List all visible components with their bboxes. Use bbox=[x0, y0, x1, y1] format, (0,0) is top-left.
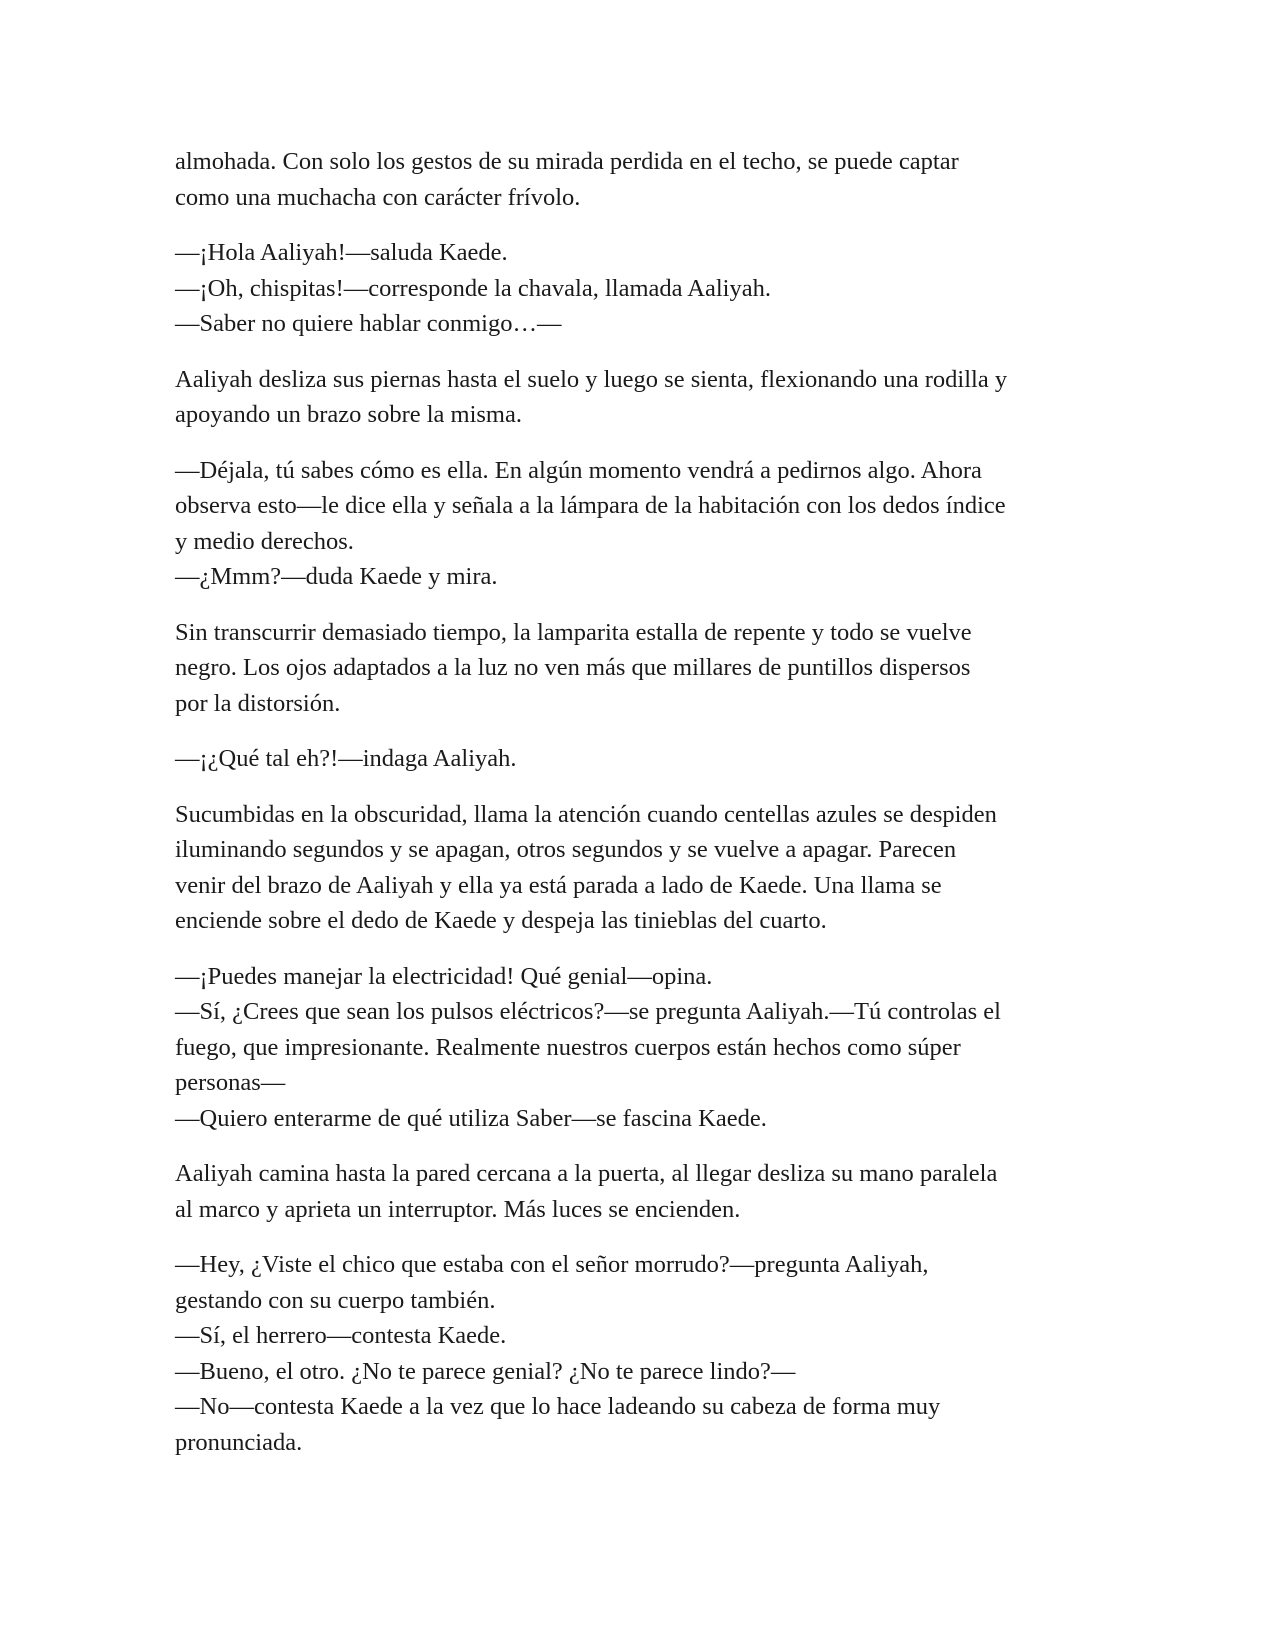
dialogue-line: —Sí, el herrero—contesta Kaede. bbox=[175, 1322, 507, 1349]
text-line: almohada. Con solo los gestos de su mirada perdida en el techo, se puede captar bbox=[175, 148, 959, 175]
text-line: al marco y aprieta un interruptor. Más luces se encienden. bbox=[175, 1195, 741, 1223]
dialogue-line: gestando con su cuerpo también. bbox=[175, 1286, 496, 1314]
dialogue-line: —Déjala, tú sabes cómo es ella. En algún momento vendrá a pedirnos algo. Ahora bbox=[175, 456, 982, 484]
dialogue-line: —¡Oh, chispitas!—corresponde la chavala, llamada Aaliyah. bbox=[175, 274, 771, 302]
dialogue-line: —¿Mmm?—duda Kaede y mira. bbox=[175, 563, 498, 590]
dialogue-line: —¡¿Qué tal eh?!—indaga Aaliyah. bbox=[175, 745, 517, 772]
dialogue-line: —Hey, ¿Viste el chico que estaba con el señor morrudo?—pregunta Aaliyah, bbox=[175, 1251, 929, 1278]
text-line: como una muchacha con carácter frívolo. bbox=[175, 183, 581, 211]
dialogue-line: —Sí, ¿Crees que sean los pulsos eléctricos?—se pregunta Aaliyah.—Tú controlas el bbox=[175, 998, 1001, 1025]
dialogue-line: —Bueno, el otro. ¿No te parece genial? ¿No te parece lindo?— bbox=[175, 1357, 796, 1385]
dialogue-line: pronunciada. bbox=[175, 1428, 303, 1456]
paragraph bbox=[175, 362, 1095, 433]
paragraph bbox=[175, 615, 1095, 722]
dialogue-line: personas— bbox=[175, 1069, 286, 1096]
text-line: Aaliyah desliza sus piernas hasta el suelo y luego se sienta, flexionando una rodilla y bbox=[175, 365, 1008, 393]
text-line: Sin transcurrir demasiado tiempo, la lamparita estalla de repente y todo se vuelve bbox=[175, 618, 972, 646]
paragraph bbox=[175, 1156, 1095, 1227]
document-page bbox=[175, 144, 1095, 1480]
text-line: iluminando segundos y se apagan, otros segundos y se vuelve a apagar. Parecen bbox=[175, 836, 957, 863]
dialogue-paragraph bbox=[175, 741, 1095, 777]
dialogue-line: y medio derechos. bbox=[175, 527, 354, 555]
paragraph bbox=[175, 797, 1095, 939]
dialogue-paragraph bbox=[175, 453, 1095, 595]
text-line: apoyando un brazo sobre la misma. bbox=[175, 401, 522, 428]
dialogue-line: —Quiero enterarme de qué utiliza Saber—se fascina Kaede. bbox=[175, 1104, 767, 1132]
dialogue-line: observa esto—le dice ella y señala a la lámpara de la habitación con los dedos índice bbox=[175, 492, 1006, 519]
text-line: por la distorsión. bbox=[175, 689, 341, 717]
text-line: enciende sobre el dedo de Kaede y despeja las tinieblas del cuarto. bbox=[175, 907, 827, 934]
text-line: Sucumbidas en la obscuridad, llama la atención cuando centellas azules se despiden bbox=[175, 800, 997, 828]
dialogue-line: fuego, que impresionante. Realmente nuestros cuerpos están hechos como súper bbox=[175, 1033, 961, 1061]
text-line: venir del brazo de Aaliyah y ella ya está parada a lado de Kaede. Una llama se bbox=[175, 871, 942, 899]
dialogue-paragraph bbox=[175, 235, 1095, 342]
paragraph bbox=[175, 144, 1095, 215]
text-line: Aaliyah camina hasta la pared cercana a la puerta, al llegar desliza su mano paralela bbox=[175, 1160, 998, 1187]
dialogue-paragraph bbox=[175, 1247, 1095, 1460]
dialogue-line: —¡Puedes manejar la electricidad! Qué genial—opina. bbox=[175, 962, 713, 990]
dialogue-paragraph bbox=[175, 959, 1095, 1137]
text-line: negro. Los ojos adaptados a la luz no ven más que millares de puntillos dispersos bbox=[175, 654, 971, 681]
dialogue-line: —Saber no quiere hablar conmigo…— bbox=[175, 310, 562, 337]
dialogue-line: —¡Hola Aaliyah!—saluda Kaede. bbox=[175, 239, 508, 266]
dialogue-line: —No—contesta Kaede a la vez que lo hace ladeando su cabeza de forma muy bbox=[175, 1393, 941, 1420]
